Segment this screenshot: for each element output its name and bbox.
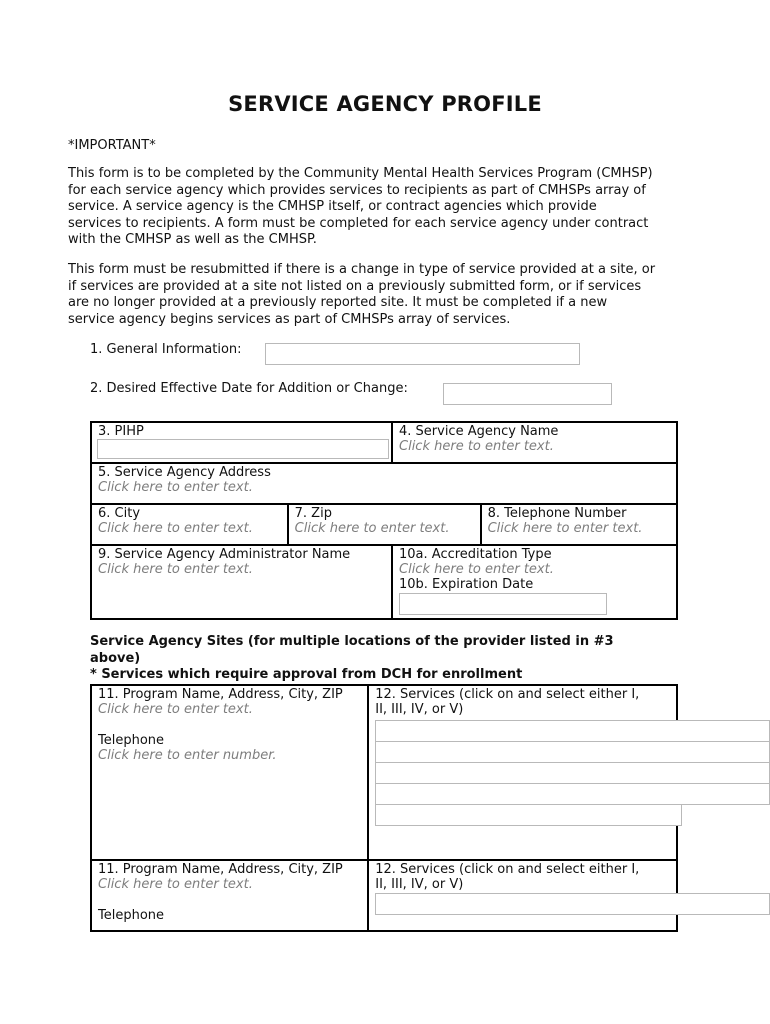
service-select-3[interactable] [375, 762, 770, 784]
services-label: II, III, IV, or V) [375, 702, 464, 717]
agency-info-table [90, 421, 678, 620]
agency-address-input[interactable]: Click here to enter text. [98, 480, 253, 495]
agency-name-input[interactable]: Click here to enter text. [399, 439, 554, 454]
admin-name-label: 9. Service Agency Administrator Name [98, 547, 351, 562]
sites-heading-line: * Services which require approval from DCH for enrollment [90, 667, 523, 682]
expiration-date-label: 10b. Expiration Date [399, 577, 534, 592]
city-label: 6. City [98, 506, 141, 521]
pihp-input[interactable] [97, 439, 389, 459]
intro-paragraph-1 [68, 166, 708, 249]
services-label: 12. Services (click on and select either I, [375, 862, 640, 877]
agency-address-cell [91, 463, 677, 504]
intro-line: for each service agency which provides services to recipients as part of CMHSPs array of [68, 182, 646, 198]
effective-date-label: 2. Desired Effective Date for Addition or Change: [90, 381, 408, 396]
pihp-cell [91, 422, 392, 463]
intro-line: This form is to be completed by the Community Mental Health Services Program (CMHSP) [68, 166, 653, 181]
page-title: SERVICE AGENCY PROFILE [228, 92, 542, 116]
site-program-cell [91, 685, 368, 860]
sites-heading-line: Service Agency Sites (for multiple locations of the provider listed in #3 [90, 634, 614, 649]
expiration-date-input[interactable] [399, 593, 607, 615]
service-select-6[interactable] [375, 893, 770, 915]
effective-date-input[interactable] [443, 383, 612, 405]
pihp-label: 3. PIHP [98, 424, 144, 439]
telephone-input[interactable]: Click here to enter text. [487, 521, 643, 536]
intro-line: service agency begins services as part of CMHSPs array of services. [68, 311, 511, 327]
sites-heading-line: above) [90, 650, 141, 666]
service-select-4[interactable] [375, 783, 770, 805]
services-label: II, III, IV, or V) [375, 877, 464, 892]
important-note: *IMPORTANT* [68, 138, 156, 153]
agency-address-label: 5. Service Agency Address [98, 465, 271, 480]
service-select-2[interactable] [375, 741, 770, 763]
agency-name-label: 4. Service Agency Name [399, 424, 559, 439]
site-telephone-input[interactable]: Click here to enter number. [98, 748, 277, 763]
zip-cell [288, 504, 481, 545]
general-information-input[interactable] [265, 343, 580, 365]
intro-line: This form must be resubmitted if there is a change in type of service provided at a site, or [68, 262, 656, 277]
accreditation-cell [392, 545, 677, 619]
agency-name-cell [392, 422, 677, 463]
telephone-label: 8. Telephone Number [487, 506, 627, 521]
telephone-cell [481, 504, 677, 545]
program-label: 11. Program Name, Address, City, ZIP [98, 687, 343, 702]
city-cell [91, 504, 288, 545]
site-program-cell [91, 860, 368, 931]
site-telephone-label: Telephone [98, 908, 165, 923]
intro-line: services to recipients. A form must be completed for each service agency under contract [68, 215, 649, 231]
zip-label: 7. Zip [294, 506, 332, 521]
general-information-label: 1. General Information: [90, 342, 242, 357]
intro-line: service. A service agency is the CMHSP itself, or contract agencies which provide [68, 199, 597, 214]
service-select-5[interactable] [375, 804, 682, 826]
intro-line: are no longer provided at a previously reported site. It must be completed if a new [68, 295, 608, 310]
intro-line: with the CMHSP as well as the CMHSP. [68, 232, 317, 247]
service-select-1[interactable] [375, 720, 770, 742]
accreditation-type-label: 10a. Accreditation Type [399, 547, 552, 562]
intro-paragraph-2 [68, 262, 708, 328]
sites-heading [90, 634, 690, 684]
zip-input[interactable]: Click here to enter text. [294, 521, 450, 536]
services-label: 12. Services (click on and select either I, [375, 687, 640, 702]
city-input[interactable]: Click here to enter text. [98, 521, 253, 536]
accreditation-type-input[interactable]: Click here to enter text. [399, 562, 554, 577]
admin-name-cell [91, 545, 392, 619]
site-telephone-label: Telephone [98, 733, 165, 748]
admin-name-input[interactable]: Click here to enter text. [98, 562, 253, 577]
program-label: 11. Program Name, Address, City, ZIP [98, 862, 343, 877]
program-input[interactable]: Click here to enter text. [98, 877, 253, 892]
intro-line: if services are provided at a site not listed on a previously submitted form, or if services [68, 278, 642, 294]
program-input[interactable]: Click here to enter text. [98, 702, 253, 717]
